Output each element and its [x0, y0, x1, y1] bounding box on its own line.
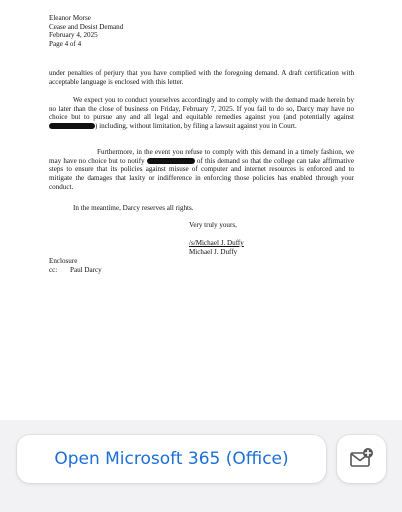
- paragraph-demand: [49, 96, 354, 131]
- recipient-name: Eleanor Morse: [49, 14, 91, 22]
- letter-header: [49, 14, 354, 48]
- letter-subject: Cease and Desist Demand: [49, 22, 124, 31]
- paragraph-notify-text-a: Furthermore, in the event you refuse to comply with this demand in a timely fashion, we may have no choice but to notify: [49, 148, 354, 165]
- paragraph-notify: [49, 148, 354, 192]
- cc-label: cc:: [49, 265, 58, 274]
- paragraph-notify-text-b: of this demand so that the college can take affirmative steps to ensure that its policies against misuse of computer and internet resources is enforced and to mitigate the damages that laxity or indifference in enforcing those policies has enabled through your conduct.: [49, 156, 354, 191]
- signature: /s/Michael J. Duffy: [189, 239, 244, 247]
- signature-block: [189, 239, 244, 256]
- mail-add-button[interactable]: [337, 435, 386, 483]
- redaction-mark: [147, 158, 195, 164]
- cc-name: Paul Darcy: [70, 265, 102, 274]
- action-bar: [0, 420, 402, 512]
- open-in-office-button[interactable]: Open Microsoft 365 (Office): [17, 435, 326, 483]
- letter-date: February 4, 2025: [49, 31, 98, 40]
- signer-name: Michael J. Duffy: [189, 247, 238, 256]
- cc-row: [49, 266, 102, 275]
- redaction-mark: [49, 123, 95, 129]
- paragraph-demand-text-a: We expect you to conduct yourselves accordingly and to comply with the demand made herein by no later than the close of business on Friday, February 7, 2025. If you fail to do so, Darcy may have no choice but to pursue any and all legal and equitable remedies against you (and potentially against: [49, 96, 354, 122]
- paragraph-demand-text-b: ) including, without limitation, by filing a lawsuit against you in Court.: [95, 122, 297, 131]
- enclosure-label: Enclosure: [49, 257, 78, 265]
- enclosure-block: [49, 257, 102, 274]
- letter: [49, 14, 354, 274]
- paragraph-certification: under penalties of perjury that you have complied with the foregoing demand. A draft certification with acceptable language is enclosed with this letter.: [49, 69, 354, 86]
- closing: Very truly yours,: [189, 221, 237, 229]
- page-number: Page 4 of 4: [49, 39, 82, 48]
- paragraph-reserves: In the meantime, Darcy reserves all rights.: [73, 204, 194, 212]
- mail-add-icon: [350, 448, 374, 470]
